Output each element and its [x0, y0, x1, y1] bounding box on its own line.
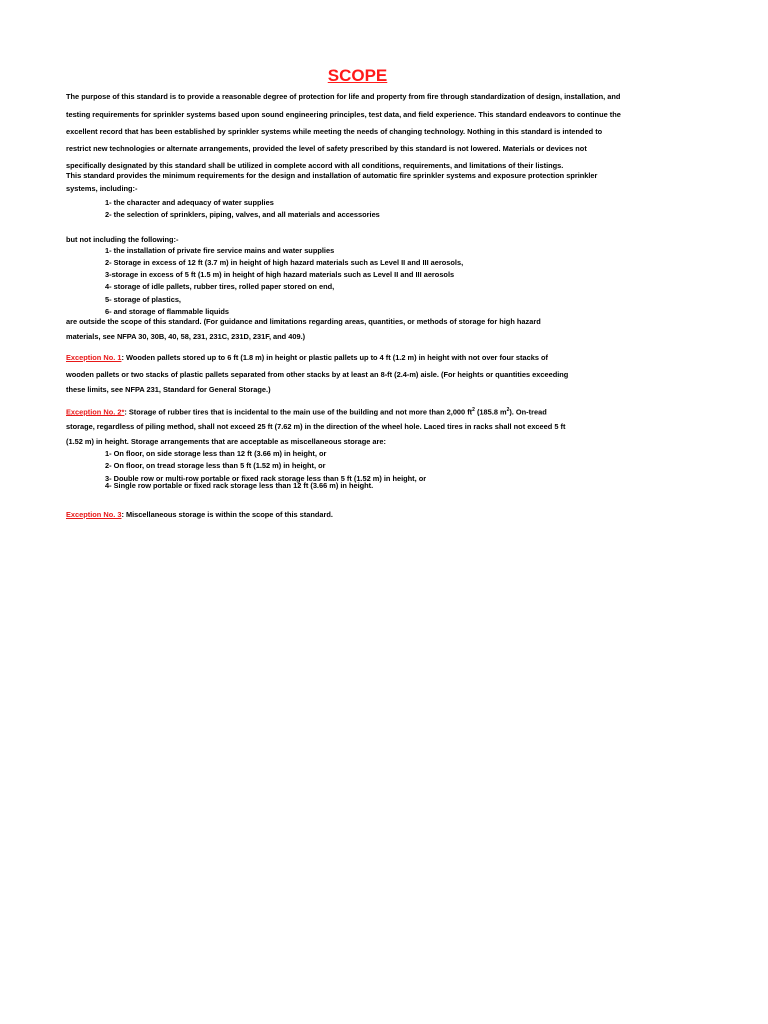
outside-scope-line: are outside the scope of this standard. (For guidance and limitations regarding areas, quantities, or methods of storage for high hazard	[66, 317, 541, 326]
purpose-line: excellent record that has been established by sprinkler systems while meeting the needs of changing technology. Nothing in this standard is intended to	[66, 127, 603, 136]
exception-1-label: Exception No. 1	[66, 353, 122, 362]
exception-2-line: storage, regardless of piling method, shall not exceed 25 ft (7.62 m) in the direction of the wheel hole. Laced tires in racks shall not exceed 5 ft	[66, 422, 566, 431]
exception-2-line	[66, 407, 547, 416]
not-including-item: 5- storage of plastics,	[105, 295, 181, 304]
exception-3-label: Exception No. 3	[66, 510, 122, 519]
not-including-heading: but not including the following:-	[66, 235, 179, 244]
exception-1-text: : Wooden pallets stored up to 6 ft (1.8 m) in height or plastic pallets up to 4 ft (1.2 m) in height with not over four stacks of	[121, 353, 548, 362]
exception-2-item: 4- Single row portable or fixed rack storage less than 12 ft (3.66 m) in height.	[105, 481, 374, 490]
purpose-line: restrict new technologies or alternate arrangements, provided the level of safety prescribed by this standard is not lowered. Materials or devices not	[66, 144, 587, 153]
outside-scope-line: materials, see NFPA 30, 30B, 40, 58, 231, 231C, 231D, 231F, and 409.)	[66, 332, 306, 341]
exception-1-line: wooden pallets or two stacks of plastic pallets separated from other stacks by at least an 8-ft (2.4-m) aisle. (For heights or quantities exceeding	[66, 370, 569, 379]
superscript: 2	[472, 407, 475, 413]
not-including-item: 2- Storage in excess of 12 ft (3.7 m) in height of high hazard materials such as Level II and III aerosols,	[105, 258, 464, 267]
not-including-item: 6- and storage of flammable liquids	[105, 307, 230, 316]
exception-1-line	[66, 353, 548, 362]
including-item: 1- the character and adequacy of water supplies	[105, 198, 274, 207]
provides-line: This standard provides the minimum requirements for the design and installation of automatic fire sprinkler systems and exposure protection sprinkler	[66, 171, 598, 180]
exception-1-line: these limits, see NFPA 231, Standard for General Storage.)	[66, 385, 271, 394]
purpose-line: The purpose of this standard is to provide a reasonable degree of protection for life and property from fire through standardization of design, installation, and	[66, 92, 621, 101]
exception-3-line	[66, 510, 333, 519]
exception-2-item: 3- Double row or multi-row portable or fixed rack storage less than 5 ft (1.52 m) in height, or	[105, 474, 427, 483]
exception-2-item: 1- On floor, on side storage less than 12 ft (3.66 m) in height, or	[105, 449, 327, 458]
exception-2-text: (185.8 m	[474, 407, 507, 417]
exception-3-text: : Miscellaneous storage is within the scope of this standard.	[121, 510, 333, 519]
exception-2-item: 2- On floor, on tread storage less than 5 ft (1.52 m) in height, or	[105, 461, 326, 470]
superscript: 2	[506, 407, 510, 413]
exception-2-line: (1.52 m) in height. Storage arrangements that are acceptable as miscellaneous storage are:	[66, 437, 386, 446]
including-item: 2- the selection of sprinklers, piping, valves, and all materials and accessories	[105, 210, 380, 219]
exception-2-label: Exception No. 2*	[66, 407, 125, 417]
purpose-line: specifically designated by this standard shall be utilized in complete accord with all conditions, requirements, and limitations of their listings.	[66, 161, 564, 170]
exception-2-text: ). On-tread	[509, 407, 547, 417]
page-title: SCOPE	[327, 66, 388, 85]
exception-2-text: : Storage of rubber tires that is incidental to the main use of the building and not more than 2,000 ft	[124, 407, 473, 417]
purpose-line: testing requirements for sprinkler systems based upon sound engineering principles, test data, and field experience. This standard endeavors to continue the	[66, 110, 621, 119]
not-including-item: 4- storage of idle pallets, rubber tires, rolled paper stored on end,	[105, 282, 335, 291]
not-including-item: 3-storage in excess of 5 ft (1.5 m) in height of high hazard materials such as Level II and III aerosols	[105, 270, 455, 279]
provides-line: systems, including:-	[66, 184, 138, 193]
not-including-item: 1- the installation of private fire service mains and water supplies	[105, 246, 335, 255]
